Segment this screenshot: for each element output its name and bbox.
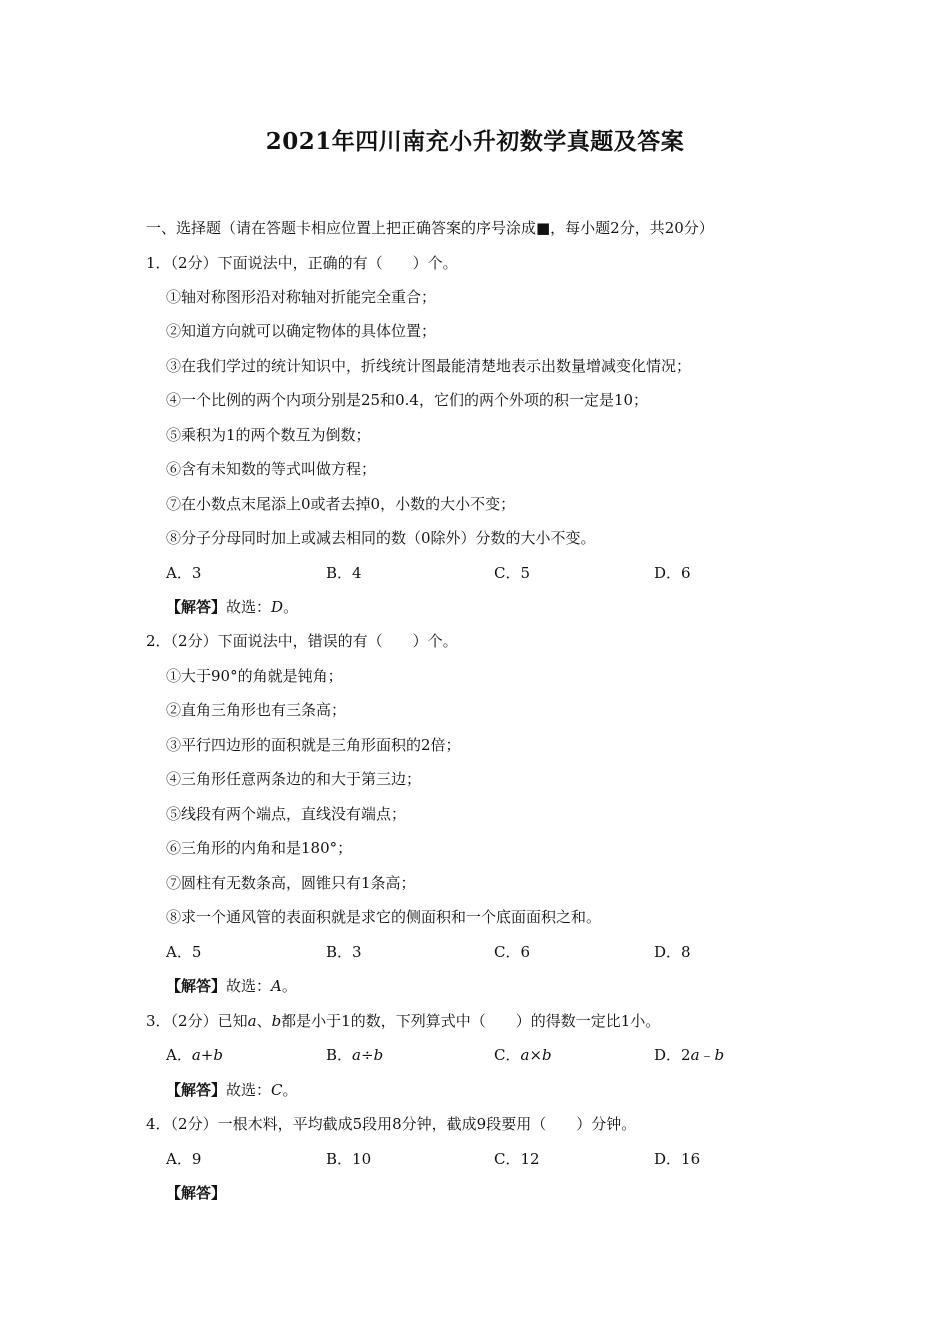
option-d: D．6 (654, 564, 691, 582)
page-title: 2021年四川南充小升初数学真题及答案 (265, 128, 685, 155)
question-1-answer (166, 597, 298, 617)
question-2-statement: ⑥三角形的内角和是180°； (166, 839, 353, 857)
question-1-statement: ②知道方向就可以确定物体的具体位置； (166, 322, 437, 340)
question-2-statement: ②直角三角形也有三条高； (166, 701, 347, 719)
question-2-statement: ①大于90°的角就是钝角； (166, 667, 343, 685)
option-a: A．a+b (166, 1046, 223, 1064)
variable-a: a (247, 1012, 257, 1030)
answer-label: 【解答】 (166, 1081, 227, 1099)
option-c: C．12 (494, 1150, 540, 1168)
option-c: C．6 (494, 943, 531, 961)
question-2-statement: ③平行四边形的面积就是三角形面积的2倍； (166, 736, 461, 754)
section-heading: 一、选择题（请在答题卡相应位置上把正确答案的序号涂成■，每小题2分，共20分） (146, 219, 714, 237)
question-2-statement: ⑦圆柱有无数条高，圆锥只有1条高； (166, 874, 416, 892)
question-1-statement: ③在我们学过的统计知识中，折线统计图最能清楚地表示出数量增减变化情况； (166, 357, 692, 375)
question-1-stem: 1．（2分）下面说法中，正确的有（ ）个。 (146, 254, 458, 272)
question-1-options (166, 563, 766, 583)
question-1-statement: ④一个比例的两个内项分别是25和0.4，它们的两个外项的积一定是10； (166, 391, 649, 409)
question-2-statement: ④三角形任意两条边的和大于第三边； (166, 770, 422, 788)
question-1-statement: ⑥含有未知数的等式叫做方程； (166, 460, 377, 478)
question-4-answer (166, 1183, 226, 1203)
answer-text: 故选： (226, 598, 272, 616)
stem-separator: 、 (256, 1012, 272, 1030)
option-a: A．9 (166, 1150, 202, 1168)
question-2-statement: ⑧求一个通风管的表面积就是求它的侧面积和一个底面面积之和。 (166, 908, 602, 926)
option-b: B．10 (326, 1150, 372, 1168)
option-a: A．5 (166, 943, 202, 961)
option-c: C．a×b (494, 1046, 552, 1064)
question-1-statement: ①轴对称图形沿对称轴对折能完全重合； (166, 288, 437, 306)
question-4-stem: 4．（2分）一根木料，平均截成5段用8分钟，截成9段要用（ ）分钟。 (146, 1115, 637, 1133)
option-b: B．a÷b (326, 1046, 384, 1064)
answer-label: 【解答】 (166, 598, 227, 616)
question-2-statement: ⑤线段有两个端点，直线没有端点； (166, 805, 407, 823)
option-d: D．8 (654, 943, 691, 961)
option-d: D．2a﹣b (654, 1046, 725, 1064)
option-d: D．16 (654, 1150, 701, 1168)
question-1-statement: ⑤乘积为1的两个数互为倒数； (166, 426, 371, 444)
answer-text: 故选： (226, 977, 272, 995)
question-2-answer (166, 976, 297, 996)
variable-b: b (271, 1012, 282, 1030)
answer-end: 。 (283, 598, 299, 616)
stem-prefix: 3．（2分）已知 (146, 1012, 248, 1030)
question-2-stem: 2．（2分）下面说法中，错误的有（ ）个。 (146, 632, 458, 650)
answer-letter: D (271, 598, 284, 616)
answer-letter: A (271, 977, 282, 995)
question-4-options (166, 1149, 766, 1169)
question-3-answer (166, 1080, 298, 1100)
question-3-options (166, 1045, 766, 1065)
option-c: C．5 (494, 564, 531, 582)
answer-end: 。 (281, 977, 297, 995)
option-b: B．4 (326, 564, 362, 582)
question-1-statement: ⑧分子分母同时加上或减去相同的数（0除外）分数的大小不变。 (166, 529, 596, 547)
stem-suffix: 都是小于1的数，下列算式中（ ）的得数一定比1小。 (281, 1012, 661, 1030)
option-a: A．3 (166, 564, 202, 582)
answer-label: 【解答】 (166, 977, 227, 995)
answer-end: 。 (282, 1081, 298, 1099)
answer-text: 故选： (226, 1081, 272, 1099)
question-1-statement: ⑦在小数点末尾添上0或者去掉0，小数的大小不变； (166, 495, 516, 513)
answer-letter: C (271, 1081, 283, 1099)
option-b: B．3 (326, 943, 362, 961)
answer-label: 【解答】 (166, 1184, 227, 1202)
question-3-stem (146, 1011, 660, 1031)
question-2-options (166, 942, 766, 962)
